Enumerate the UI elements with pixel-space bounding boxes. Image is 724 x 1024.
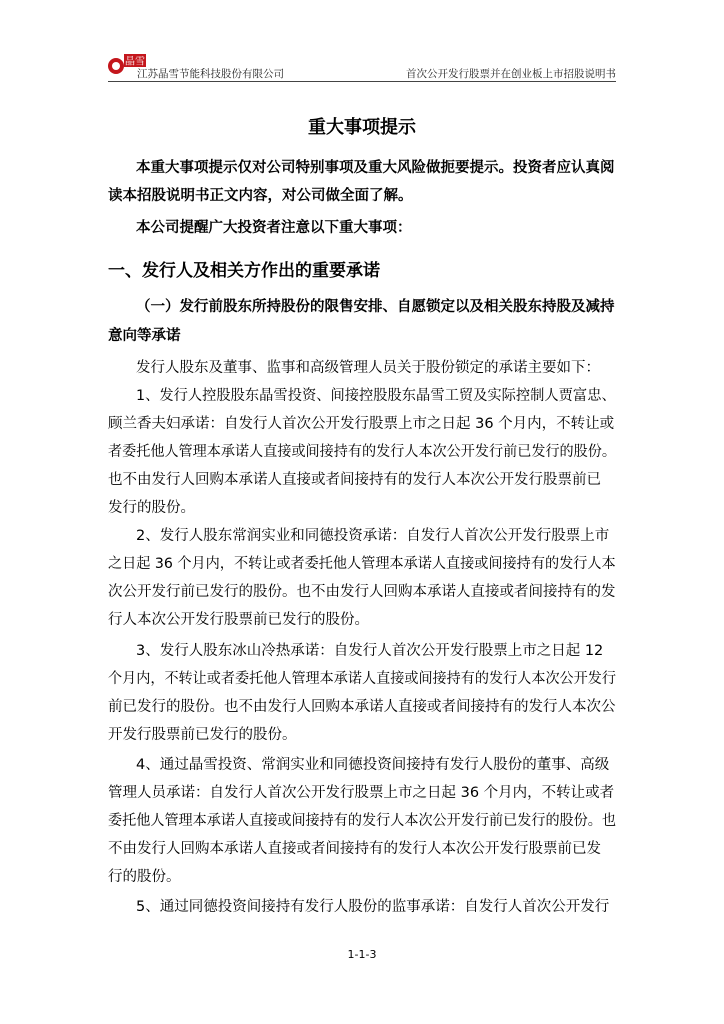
- text-line: 委托他人管理本承诺人直接或间接持有的发行人本次公开发行前已发行的股份。也: [108, 813, 617, 829]
- text-line: 也不由发行人回购本承诺人直接或者间接持有的发行人本次公开发行股票前已: [108, 472, 601, 488]
- text-line: 者委托他人管理本承诺人直接或间接持有的发行人本次公开发行前已发行的股份。: [108, 444, 617, 460]
- page-title: 重大事项提示: [308, 117, 416, 138]
- text-line: 不由发行人回购本承诺人直接或者间接持有的发行人本次公开发行股票前已发: [108, 841, 601, 857]
- text-line: 1、发行人控股股东晶雪投资、间接控股股东晶雪工贸及实际控制人贾富忠、: [136, 388, 616, 404]
- text-line: 本重大事项提示仅对公司特别事项及重大风险做扼要提示。投资者应认真阅: [136, 160, 615, 176]
- subsection-heading: （一）发行前股东所持股份的限售安排、自愿锁定以及相关股东持股及减持: [136, 299, 615, 315]
- text-line: 顾兰香夫妇承诺：自发行人首次公开发行股票上市之日起 36 个月内，不转让或: [108, 416, 615, 432]
- section-heading: 一、发行人及相关方作出的重要承诺: [108, 261, 380, 281]
- text-line: 4、通过晶雪投资、常润实业和同德投资间接持有发行人股份的董事、高级: [136, 757, 610, 773]
- subsection-heading: 意向等承诺: [108, 328, 181, 344]
- company-name: 江苏晶雪节能科技股份有限公司: [137, 68, 284, 80]
- text-line: 行人本次公开发行股票前已发行的股份。: [108, 612, 369, 628]
- text-line: 读本招股说明书正文内容，对公司做全面了解。: [108, 188, 413, 204]
- text-line: 发行的股份。: [108, 500, 195, 516]
- svg-text:晶雪: 晶雪: [125, 56, 145, 68]
- document-title-header: 首次公开发行股票并在创业板上市招股说明书: [406, 68, 616, 80]
- text-line: 本公司提醒广大投资者注意以下重大事项：: [136, 220, 412, 236]
- text-line: 5、通过同德投资间接持有发行人股份的监事承诺：自发行人首次公开发行: [136, 899, 610, 915]
- text-line: 个月内，不转让或者委托他人管理本承诺人直接或间接持有的发行人本次公开发行: [108, 671, 617, 687]
- text-line: 开发行股票前已发行的股份。: [108, 727, 297, 743]
- header-rule: [108, 81, 616, 82]
- text-line: 管理人员承诺：自发行人首次公开发行股票上市之日起 36 个月内，不转让或者: [108, 785, 615, 801]
- text-line: 3、发行人股东冰山冷热承诺：自发行人首次公开发行股票上市之日起 12: [136, 643, 604, 659]
- text-line: 2、发行人股东常润实业和同德投资承诺：自发行人首次公开发行股票上市: [136, 528, 610, 544]
- page-number: 1-1-3: [347, 948, 377, 961]
- text-line: 前已发行的股份。也不由发行人回购本承诺人直接或者间接持有的发行人本次公: [108, 699, 616, 715]
- text-line: 发行人股东及董事、监事和高级管理人员关于股份锁定的承诺主要如下：: [136, 360, 600, 376]
- text-line: 之日起 36 个月内，不转让或者委托他人管理本承诺人直接或间接持有的发行人本: [108, 556, 616, 572]
- text-line: 次公开发行前已发行的股份。也不由发行人回购本承诺人直接或者间接持有的发: [108, 584, 616, 600]
- text-line: 行的股份。: [108, 869, 181, 885]
- page-header: [108, 52, 616, 82]
